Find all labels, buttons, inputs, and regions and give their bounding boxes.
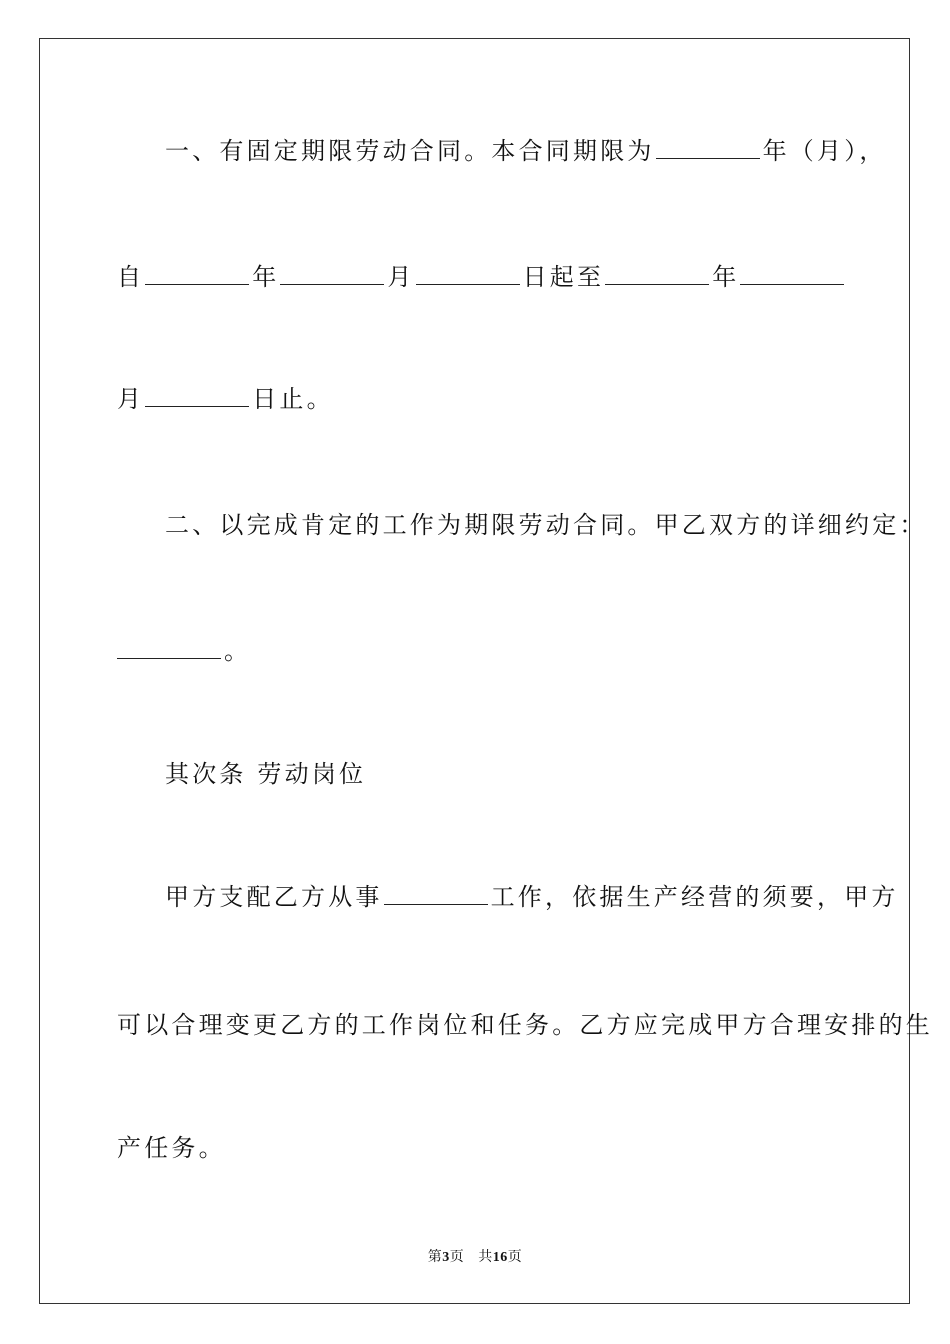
para1-text: 甲方支配乙方从事 — [165, 883, 383, 911]
clause1-line2 — [117, 262, 847, 292]
section-para3: 产任务。 — [117, 1134, 226, 1162]
footer-current-page: 3 — [442, 1250, 450, 1265]
section-heading: 其次条 劳动岗位 — [165, 760, 367, 788]
agreement-blank[interactable] — [117, 636, 221, 659]
year-label-2: 年 — [712, 263, 740, 291]
end-year-blank[interactable] — [605, 262, 709, 285]
page-footer — [0, 1246, 950, 1266]
day-end-label: 日止。 — [252, 385, 334, 413]
clause1-line1-tail: 年（月）， — [762, 137, 887, 165]
clause1-line1-text: 一、有固定期限劳动合同。本合同期限为 — [165, 137, 655, 165]
para1-tail: 工作，依据生产经营的须要，甲方 — [490, 883, 899, 911]
start-year-blank[interactable] — [145, 262, 249, 285]
footer-total-pages: 16 — [492, 1250, 508, 1265]
clause2-line2 — [117, 636, 251, 666]
clause2-line1: 二、以完成肯定的工作为期限劳动合同。甲乙双方的详细约定： — [165, 511, 927, 539]
month-label-2: 月 — [117, 385, 145, 413]
page-border — [39, 38, 910, 1304]
footer-total-prefix: 共 — [478, 1249, 493, 1265]
from-label: 自 — [117, 263, 145, 291]
footer-total-suffix: 页 — [507, 1249, 523, 1265]
footer-page-suffix: 页 — [449, 1249, 465, 1265]
end-day-blank[interactable] — [145, 384, 249, 407]
section-para2: 可以合理变更乙方的工作岗位和任务。乙方应完成甲方合理安排的生 — [117, 1011, 933, 1039]
term-length-blank[interactable] — [656, 136, 760, 159]
clause1-line3 — [117, 384, 334, 414]
start-day-blank[interactable] — [416, 262, 520, 285]
until-label: 日起至 — [522, 263, 605, 291]
footer-page-prefix: 第 — [427, 1249, 443, 1265]
section-para1 — [165, 882, 899, 912]
month-label: 月 — [387, 263, 415, 291]
period-mark: 。 — [224, 637, 252, 665]
start-month-blank[interactable] — [280, 262, 384, 285]
job-type-blank[interactable] — [384, 882, 488, 905]
year-label: 年 — [252, 263, 280, 291]
clause1-line1 — [165, 136, 887, 166]
end-month-blank[interactable] — [740, 262, 844, 285]
